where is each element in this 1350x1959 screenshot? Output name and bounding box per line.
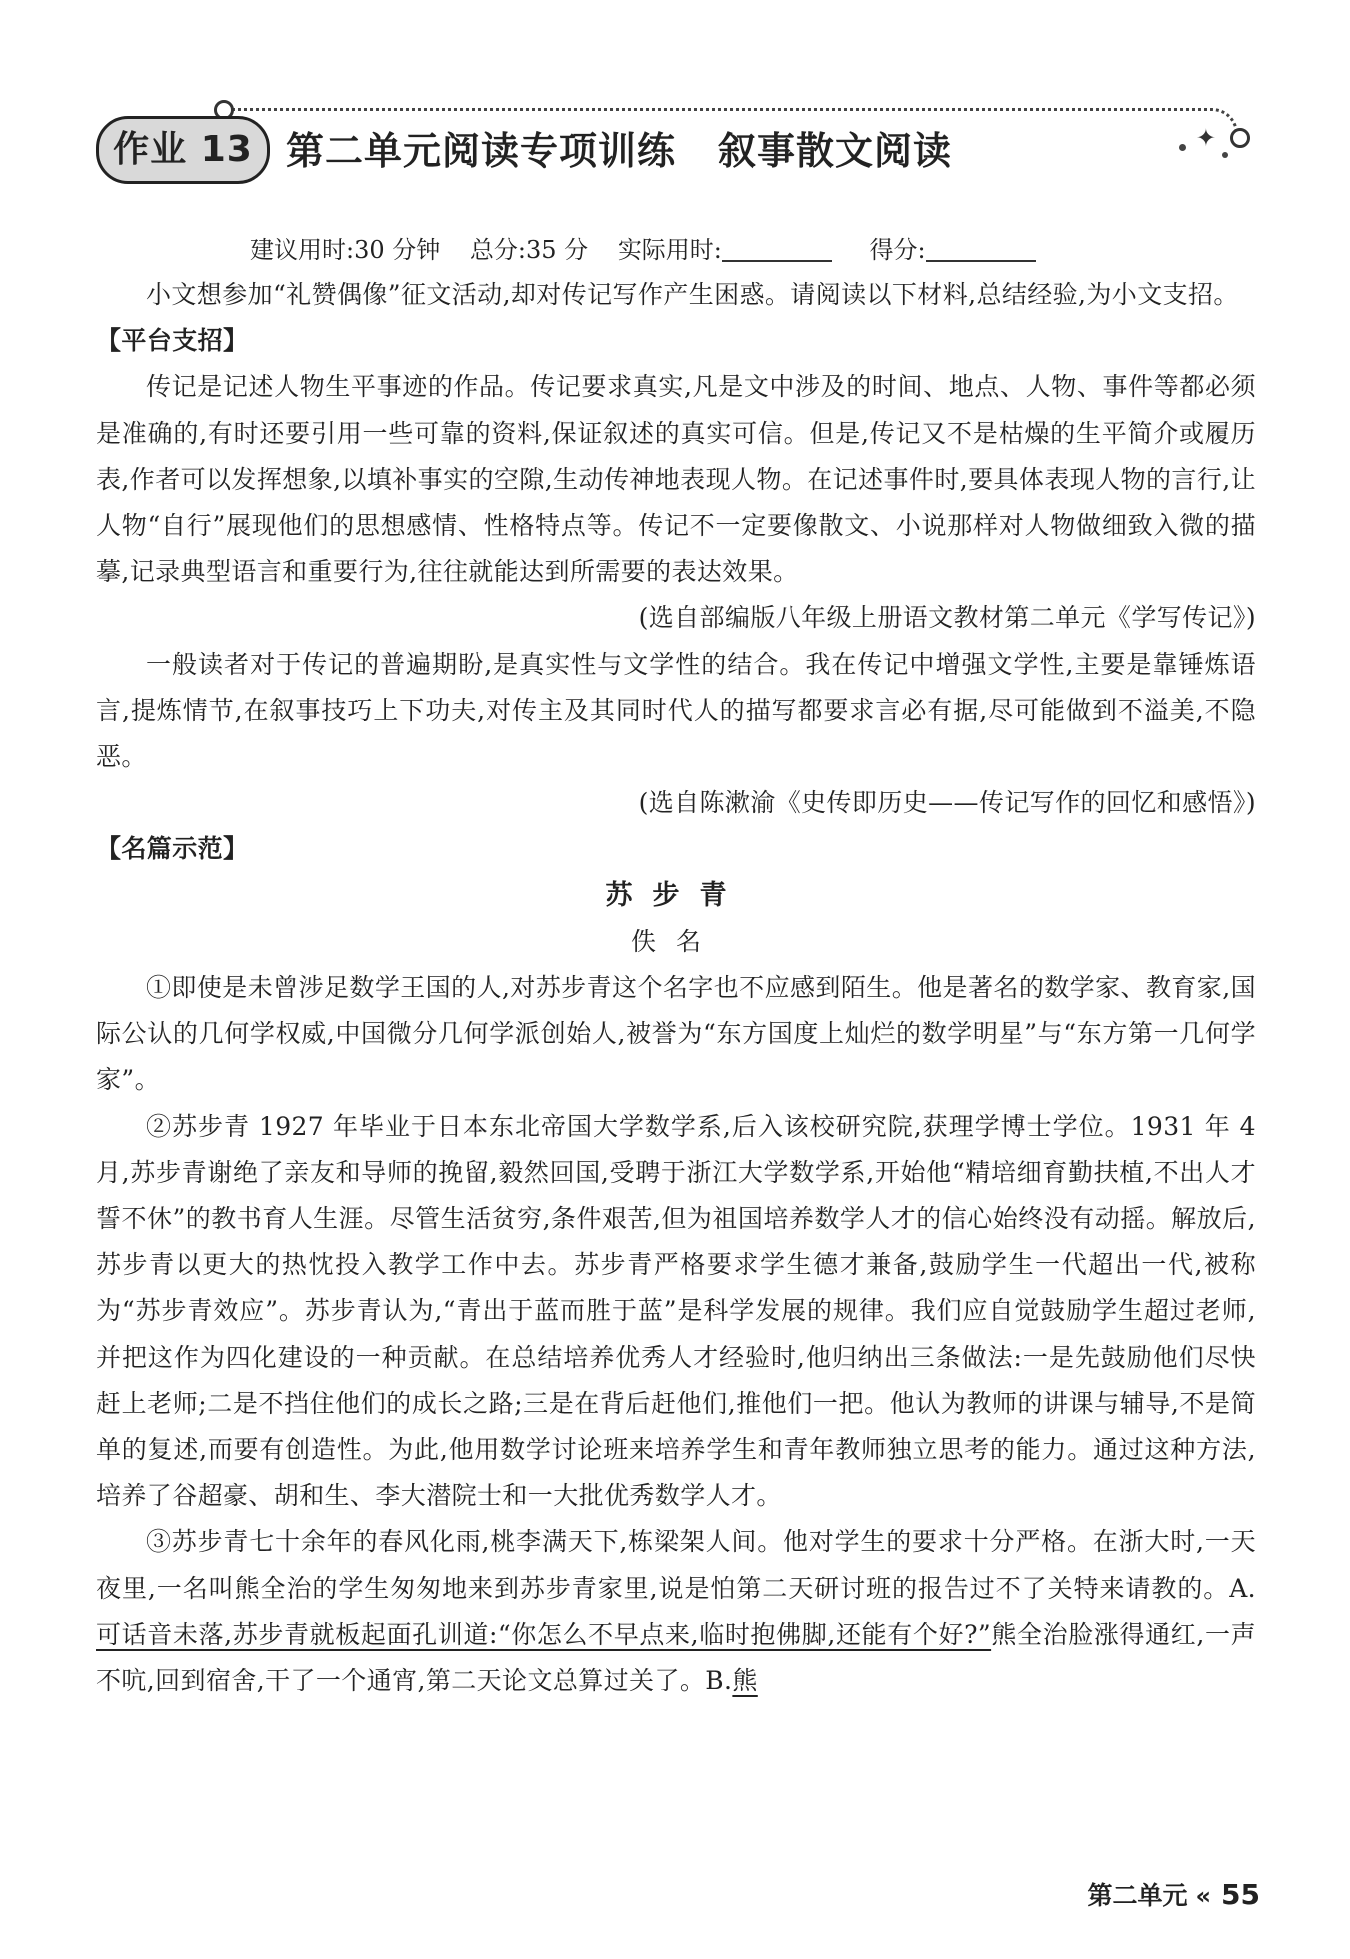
main-content: [96, 272, 1256, 1704]
article-author: 佚名: [630, 926, 721, 956]
section-heading-example: 【名篇示范】: [96, 834, 249, 864]
underlined-sentence-a: 可话音未落,苏步青就板起面孔训道:“你怎么不早点来,临时抱佛脚,还能有个好?”: [96, 1619, 992, 1649]
intro-paragraph: 小文想参加“礼赞偶像”征文活动,却对传记写作产生困惑。请阅读以下材料,总结经验,为小文支招。: [146, 280, 1239, 309]
exercise-meta: [250, 230, 1066, 265]
platform-paragraph-1: 传记是记述人物生平事迹的作品。传记要求真实,凡是文中涉及的时间、地点、人物、事件等都必须是准确的,有时还要引用一些可靠的资料,保证叙述的真实可信。但是,传记又不是枯燥的生平简介或履历表,作者可以发挥想象,以填补事实的空隙,生动传神地表现人物。在记述事件时,要具体表现人物的言行,让人物“自行”展现他们的思想感情、性格特点等。传记不一定要像散文、小说那样对人物做细致入微的描摹,记录典型语言和重要行为,往往就能达到所需要的表达效果。: [96, 372, 1256, 587]
suggested-time: 建议用时:30 分钟: [250, 236, 441, 264]
actual-time-blank[interactable]: [722, 238, 832, 262]
section-heading-platform: 【平台支招】: [96, 326, 249, 356]
title-unit: 第二单元阅读专项训练: [286, 129, 677, 173]
article-paragraph-3: [96, 1519, 1256, 1704]
assignment-badge: 作业 13: [96, 116, 270, 184]
page-header: [96, 100, 1256, 190]
article-paragraph-1: ①即使是未曾涉足数学王国的人,对苏步青这个名字也不应感到陌生。他是著名的数学家、教育家,国际公认的几何学权威,中国微分几何学派创始人,被誉为“东方国度上灿烂的数学明星”与“东方第一几何学家”。: [96, 973, 1256, 1095]
paragraph-3-text-b: 熊全治脸涨得通红,一声不吭,回到宿舍,干了一个通宵,第二天论文总算过关了。B.: [96, 1619, 1256, 1696]
decorative-circle-icon: [1230, 128, 1250, 148]
article-paragraph-2: ②苏步青 1927 年毕业于日本东北帝国大学数学系,后入该校研究院,获理学博士学位。1931 年 4 月,苏步青谢绝了亲友和导师的挽留,毅然回国,受聘于浙江大学数学系,开始他“精培细育勤扶植,不出人才誓不休”的教书育人生涯。尽管生活贫穷,条件艰苦,但为祖国培养数学人才的信心始终没有动摇。解放后,苏步青以更大的热忱投入教学工作中去。苏步青严格要求学生德才兼备,鼓励学生一代超出一代,被称为“苏步青效应”。苏步青认为,“青出于蓝而胜于蓝”是科学发展的规律。我们应自觉鼓励学生超过老师,并把这作为四化建设的一种贡献。在总结培养优秀人才经验时,他归纳出三条做法:一是先鼓励他们尽快赶上老师;二是不挡住他们的成长之路;三是在背后赶他们,推他们一把。他认为教师的讲课与辅导,不是简单的复述,而要有创造性。为此,他用数学讨论班来培养学生和青年教师独立思考的能力。通过这种方法,培养了谷超豪、胡和生、李大潜院士和一大批优秀数学人才。: [96, 1111, 1256, 1511]
sparkle-icon: ✦: [1195, 124, 1216, 152]
score-blank[interactable]: [926, 238, 1036, 262]
total-score: 总分:35 分: [469, 236, 589, 264]
actual-time-label: 实际用时:: [617, 236, 722, 264]
double-chevron-left-icon: «: [1195, 1882, 1212, 1910]
score-label: 得分:: [869, 236, 926, 264]
footer-unit: 第二单元: [1087, 1881, 1188, 1910]
page-footer: [1088, 1876, 1261, 1912]
decorative-dot-icon: [1222, 152, 1228, 158]
decorative-dot-icon: [1179, 144, 1186, 151]
source-citation-2: (选自陈漱渝《史传即历史——传记写作的回忆和感悟》): [638, 788, 1256, 818]
underlined-sentence-b: 熊: [732, 1666, 758, 1696]
page-title: [286, 120, 994, 175]
page-number: 55: [1221, 1878, 1260, 1911]
paragraph-3-text-a: ③苏步青七十余年的春风化雨,桃李满天下,栋梁架人间。他对学生的要求十分严格。在浙大时,一天夜里,一名叫熊全治的学生匆匆地来到苏步青家里,说是怕第二天研讨班的报告过不了关特来请教的。A.: [96, 1527, 1256, 1603]
title-topic: 叙事散文阅读: [718, 129, 953, 173]
article-title: 苏步青: [605, 879, 747, 911]
platform-paragraph-2: 一般读者对于传记的普遍期盼,是真实性与文学性的结合。我在传记中增强文学性,主要是靠锤炼语言,提炼情节,在叙事技巧上下功夫,对传主及其同时代人的描写都要求言必有据,尽可能做到不溢美,不隐恶。: [96, 649, 1256, 772]
source-citation-1: (选自部编版八年级上册语文教材第二单元《学写传记》): [638, 603, 1256, 633]
